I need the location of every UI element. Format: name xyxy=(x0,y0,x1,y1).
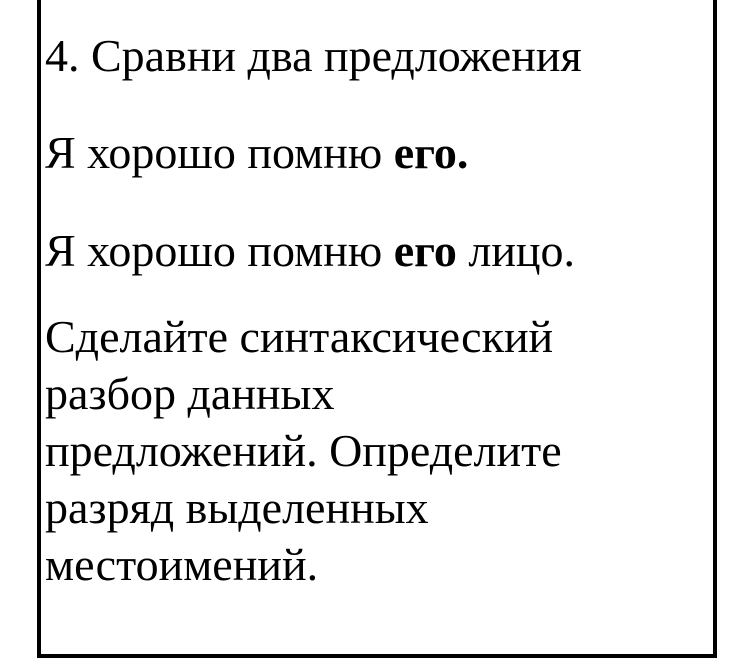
sentence-2 xyxy=(45,222,575,279)
sentence-1 xyxy=(45,124,468,181)
task-heading: 4. Сравни два предложения xyxy=(45,30,582,81)
sentence-1-plain: Я хорошо помню xyxy=(45,127,394,178)
instruction-line: разбор данных xyxy=(45,368,335,419)
instruction-line: местоимений. xyxy=(45,539,319,590)
sentence-2-highlighted-pronoun: его xyxy=(393,225,457,276)
sentence-2-plain: Я хорошо помню xyxy=(45,225,394,276)
instruction-line: разряд выделенных xyxy=(45,482,429,533)
instruction-line: Сделайте синтаксический xyxy=(45,311,554,362)
task-instruction xyxy=(45,308,685,593)
instruction-line: предложений. Определите xyxy=(45,425,562,476)
sentence-1-highlighted-pronoun: его. xyxy=(393,127,469,178)
sentence-2-tail: лицо. xyxy=(456,225,576,276)
